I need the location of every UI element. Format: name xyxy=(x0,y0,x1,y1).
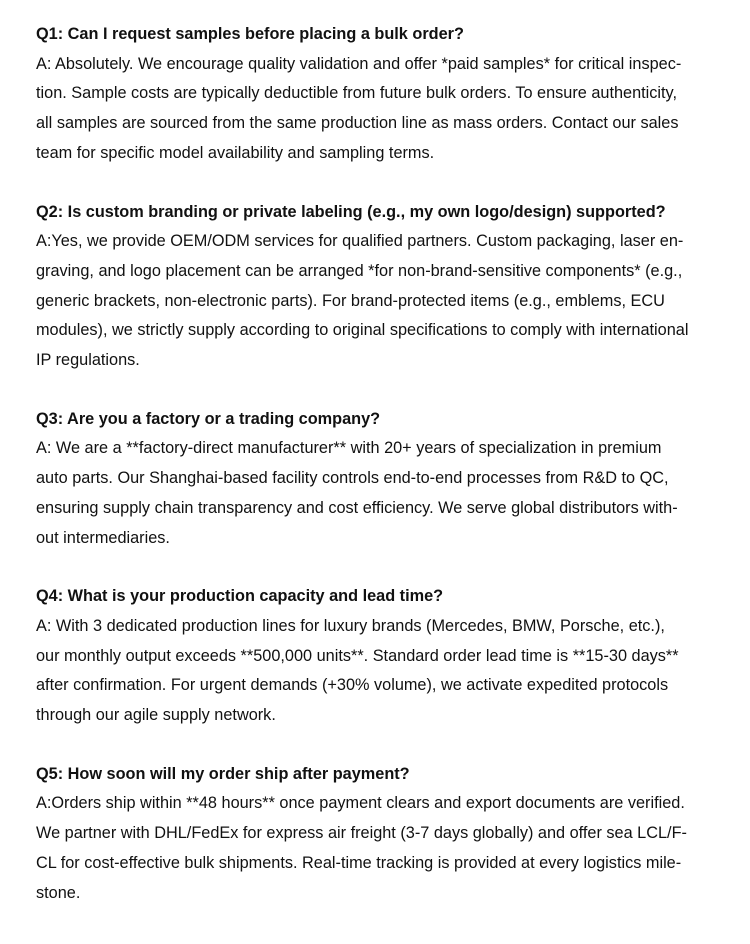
faq-answer-line: team for specific model availability and sampling terms. xyxy=(36,143,435,162)
faq-answer-line: modules), we strictly supply according to original specifications to comply with international xyxy=(36,321,689,340)
faq-answer-line: IP regulations. xyxy=(36,351,140,370)
faq-item-q2 xyxy=(36,198,726,376)
faq-answer-line: all samples are sourced from the same production line as mass orders. Contact our sales xyxy=(36,114,679,133)
faq-question: Q2: Is custom branding or private labeling (e.g., my own logo/design) supported? xyxy=(36,202,666,221)
faq-answer-line: generic brackets, non-electronic parts). For brand-protected items (e.g., emblems, ECU xyxy=(36,291,665,310)
faq-answer-line: after confirmation. For urgent demands (+30% volume), we activate expedited protocols xyxy=(36,676,669,695)
faq-item-q5 xyxy=(36,760,726,909)
faq-item-q4 xyxy=(36,582,726,731)
faq-item-q1 xyxy=(36,20,726,169)
faq-answer-line: A: Absolutely. We encourage quality validation and offer *paid samples* for critical inspec- xyxy=(36,54,682,73)
faq-answer-line: auto parts. Our Shanghai-based facility controls end-to-end processes from R&D to QC, xyxy=(36,469,669,488)
faq-answer-line: out intermediaries. xyxy=(36,528,170,547)
faq-answer-line: A:Yes, we provide OEM/ODM services for qualified partners. Custom packaging, laser en- xyxy=(36,232,684,251)
faq-question: Q1: Can I request samples before placing a bulk order? xyxy=(36,25,464,43)
faq-answer-line: through our agile supply network. xyxy=(36,706,276,725)
faq-question: Q5: How soon will my order ship after payment? xyxy=(36,764,410,783)
faq-answer-line: ensuring supply chain transparency and cost efficiency. We serve global distributors with- xyxy=(36,498,678,517)
faq-item-q3 xyxy=(36,405,726,554)
faq-answer-line: our monthly output exceeds **500,000 units**. Standard order lead time is **15-30 days** xyxy=(36,646,679,665)
faq-answer-line: tion. Sample costs are typically deductible from future bulk orders. To ensure authenticity, xyxy=(36,84,678,103)
faq-answer-line: graving, and logo placement can be arranged *for non-brand-sensitive components* (e.g., xyxy=(36,261,683,280)
faq-answer-line: CL for cost-effective bulk shipments. Real-time tracking is provided at every logistics mile- xyxy=(36,853,682,872)
faq-question: Q4: What is your production capacity and lead time? xyxy=(36,587,444,606)
faq-answer-line: A:Orders ship within **48 hours** once payment clears and export documents are verified. xyxy=(36,794,685,813)
faq-answer-line: We partner with DHL/FedEx for express air freight (3-7 days globally) and offer sea LCL/F- xyxy=(36,824,687,843)
faq-question: Q3: Are you a factory or a trading company? xyxy=(36,409,381,428)
faq-answer-line: A: With 3 dedicated production lines for luxury brands (Mercedes, BMW, Porsche, etc.), xyxy=(36,616,665,635)
faq-answer-line: A: We are a **factory-direct manufacturer** with 20+ years of specialization in premium xyxy=(36,439,662,458)
faq-answer-line: stone. xyxy=(36,883,81,902)
